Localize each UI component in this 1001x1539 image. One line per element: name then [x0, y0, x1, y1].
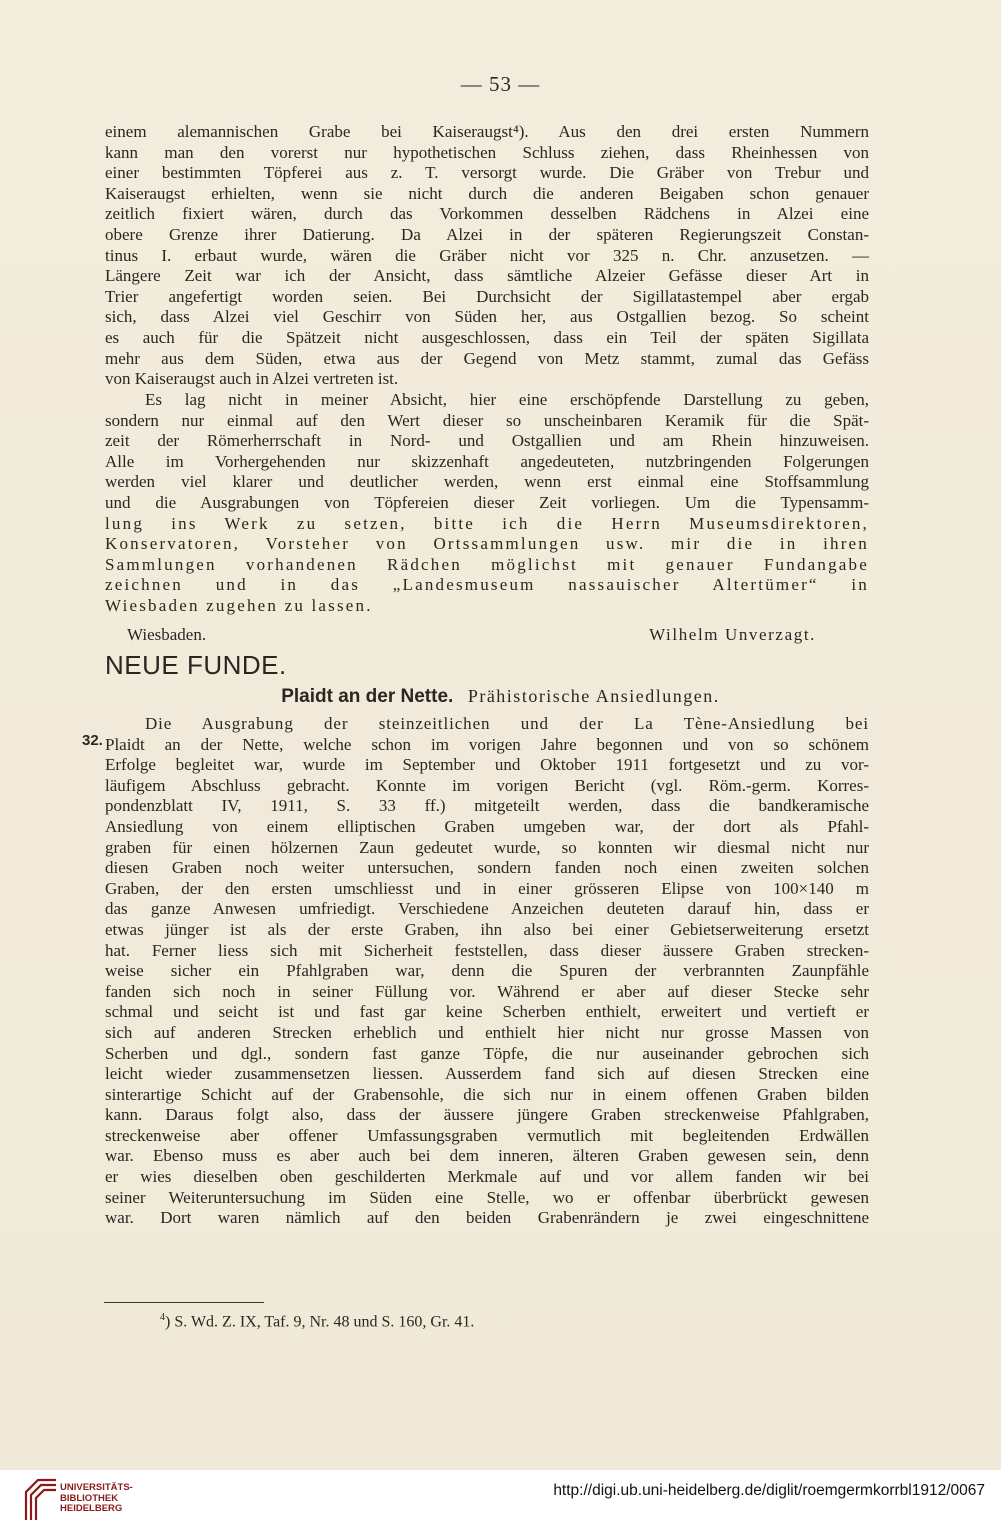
text-line: Trier angefertigt worden seien. Bei Durchsicht der Sigillatastempel aber ergab: [105, 286, 869, 306]
text-line: lung ins Werk zu setzen, bitte ich die Herrn Museumsdirektoren,: [105, 513, 869, 533]
text-line: einer bestimmten Töpferei aus z. T. versorgt wurde. Die Gräber von Trebur und: [105, 163, 869, 183]
text-line: graben für einen hölzernen Zaun gedeutet wurde, so konnten wir diesmal nicht nur: [105, 837, 869, 857]
section-heading: NEUE FUNDE.: [105, 650, 287, 680]
text-line: war. Dort waren nämlich auf den beiden Grabenrändern je zwei eingeschnittene: [105, 1208, 869, 1228]
text-line: etwas jünger ist als der erste Graben, ihn also bei einer Gebietserweiterung ersetzt: [105, 919, 869, 939]
text-line: Es lag nicht in meiner Absicht, hier eine erschöpfende Darstellung zu geben,: [145, 390, 869, 409]
text-line: werden viel klarer und deutlicher werden, wenn erst einmal eine Stoffsammlung: [105, 472, 869, 492]
text-line: es auch für die Spätzeit nicht ausgeschlossen, dass ein Teil der späten Sigillata: [105, 327, 869, 347]
text-line: seiner Weiteruntersuchung im Süden eine Stelle, wo er offenbar überbrückt gewesen: [105, 1187, 869, 1207]
text-line: sondern nur einmal auf den Wert dieser so unscheinbaren Keramik für die Spät-: [105, 410, 869, 430]
paragraph-2: [105, 390, 869, 617]
place-title: Plaidt an der Nette.: [281, 686, 454, 707]
text-line: sich, dass Alzei viel Geschirr von Süden her, aus Ostgallien bezog. So scheint: [105, 307, 869, 327]
text-line: Sammlungen vorhandenen Rädchen möglichst mit genauer Fundangabe: [105, 554, 869, 574]
text-line: zeichnen und in das „Landesmuseum nassauischer Altertümer“ in: [105, 575, 869, 595]
text-line: weise sicher ein Pfahlgraben war, denn die Spuren der verbrannten Zaunpfähle: [105, 961, 869, 981]
signoff: [105, 624, 816, 646]
entry-number: 32.: [82, 732, 103, 749]
source-url-link[interactable]: http://digi.ub.uni-heidelberg.de/diglit/roemgermkorrbl1912/0067: [553, 1482, 985, 1499]
text-line: Konservatoren, Vorsteher von Ortssammlungen usw. mir die in ihren: [105, 534, 869, 554]
text-line: Ansiedlung von einem elliptischen Graben umgeben war, der dort als Pfahl-: [105, 816, 869, 836]
place-description: Prähistorische Ansiedlungen.: [467, 686, 720, 706]
text-line: sinterartige Schicht auf der Grabensohle, die sich nur in einem offenen Graben bilden: [105, 1084, 869, 1104]
text-line: zeit der Römerherrschaft in Nord- und Ostgallien und am Rhein hinzuweisen.: [105, 431, 869, 451]
text-line: leicht wieder zusammensetzen liessen. Ausserdem fand sich auf diesen Strecken eine: [105, 1064, 869, 1084]
text-line: von Kaiseraugst auch in Alzei vertreten ist.: [105, 369, 399, 389]
text-line: Plaidt an der Nette, welche schon im vorigen Jahre begonnen und von so schönem: [105, 734, 869, 754]
text-line: kann. Daraus folgt also, dass der äussere jüngere Graben streckenweise Pfahlgraben,: [105, 1105, 869, 1125]
text-line: zeitlich fixiert wären, durch das Vorkommen desselben Rädchens in Alzei eine: [105, 204, 869, 224]
text-line: kann man den vorerst nur hypothetischen Schluss ziehen, dass Rheinhessen von: [105, 142, 869, 162]
text-line: einem alemannischen Grabe bei Kaiseraugst⁴). Aus den drei ersten Nummern: [105, 122, 869, 141]
text-line: streckenweise aber offener Umfassungsgraben vermutlich mit begleitenden Erdwällen: [105, 1125, 869, 1145]
text-line: sich auf anderen Strecken erheblich und enthielt hier nicht nur grosse Massen von: [105, 1022, 869, 1042]
text-line: obere Grenze ihrer Datierung. Da Alzei in der späteren Regierungszeit Constan-: [105, 224, 869, 244]
library-name-line: HEIDELBERG: [60, 1503, 123, 1514]
text-line: diesen Graben noch weiter untersuchen, sondern fanden noch einen zweiten solchen: [105, 858, 869, 878]
footnote-text: ) S. Wd. Z. IX, Taf. 9, Nr. 48 und S. 160, Gr. 41.: [165, 1313, 475, 1331]
text-line: und die Ausgrabungen von Töpfereien dieser Zeit vorliegen. Um die Typensamm-: [105, 492, 869, 512]
signoff-author: Wilhelm Unverzagt.: [649, 625, 816, 644]
paragraph-3: [105, 714, 869, 1229]
library-logo-icon: [24, 1478, 58, 1522]
subheading: [0, 686, 1001, 708]
text-line: das ganze Anwesen umfriedigt. Verschiedene Anzeichen deuteten darauf hin, dass er: [105, 899, 869, 919]
text-line: Wiesbaden zugehen zu lassen.: [105, 595, 373, 615]
text-line: fanden sich noch in seiner Füllung vor. Während er aber auf dieser Stecke sehr: [105, 981, 869, 1001]
text-line: Kaiseraugst erhielten, wenn sie nicht durch die anderen Beigaben schon genauer: [105, 183, 869, 203]
text-line: Die Ausgrabung der steinzeitlichen und der La Tène-Ansiedlung bei: [145, 714, 869, 733]
footnote: [160, 1308, 474, 1332]
text-line: läufigem Abschluss gebracht. Konnte im vorigen Bericht (vgl. Röm.-germ. Korres-: [105, 775, 869, 795]
library-footer: [0, 1470, 1001, 1539]
library-name-line: UNIVERSITÄTS-: [60, 1482, 133, 1493]
library-name-line: BIBLIOTHEK: [60, 1492, 119, 1504]
footnote-rule: [104, 1302, 264, 1303]
text-line: er wies dieselben oben geschilderten Merkmale auf und vor allem fanden wir bei: [105, 1167, 869, 1187]
text-line: Graben, der den ersten umschliesst und in einer grösseren Elipse von 100×140 m: [105, 878, 869, 898]
library-name: [60, 1483, 133, 1515]
text-line: hat. Ferner liess sich mit Sicherheit feststellen, dass dieser äussere Graben strecken-: [105, 940, 869, 960]
text-line: Erfolge begleitet war, wurde im September und Oktober 1911 fortgesetzt und zu vor-: [105, 755, 869, 775]
signoff-place: Wiesbaden.: [127, 625, 207, 644]
paragraph-1: [105, 122, 869, 390]
page-number: — 53 —: [460, 72, 541, 96]
text-line: Scherben und dgl., sondern fast ganze Töpfe, die nur auseinander gebrochen sich: [105, 1043, 869, 1063]
text-line: mehr aus dem Süden, etwa aus der Gegend von Metz stammt, zumal das Gefäss: [105, 348, 869, 368]
text-line: tinus I. erbaut wurde, wären die Gräber nicht vor 325 n. Chr. anzusetzen. —: [105, 245, 869, 265]
text-line: war. Ebenso muss es aber auch bei dem inneren, älteren Graben gewesen sein, denn: [105, 1146, 869, 1166]
text-line: Alle im Vorhergehenden nur skizzenhaft angedeuteten, nutzbringenden Folgerungen: [105, 451, 869, 471]
text-line: pondenzblatt IV, 1911, S. 33 ff.) mitgeteilt werden, dass die bandkeramische: [105, 796, 869, 816]
text-line: Längere Zeit war ich der Ansicht, dass sämtliche Alzeier Gefässe dieser Art in: [105, 266, 869, 286]
footnote-marker: 4: [160, 1312, 165, 1323]
text-line: schmal und seicht ist und fast gar keine Scherben enthielt, erweitert und vertieft er: [105, 1002, 869, 1022]
